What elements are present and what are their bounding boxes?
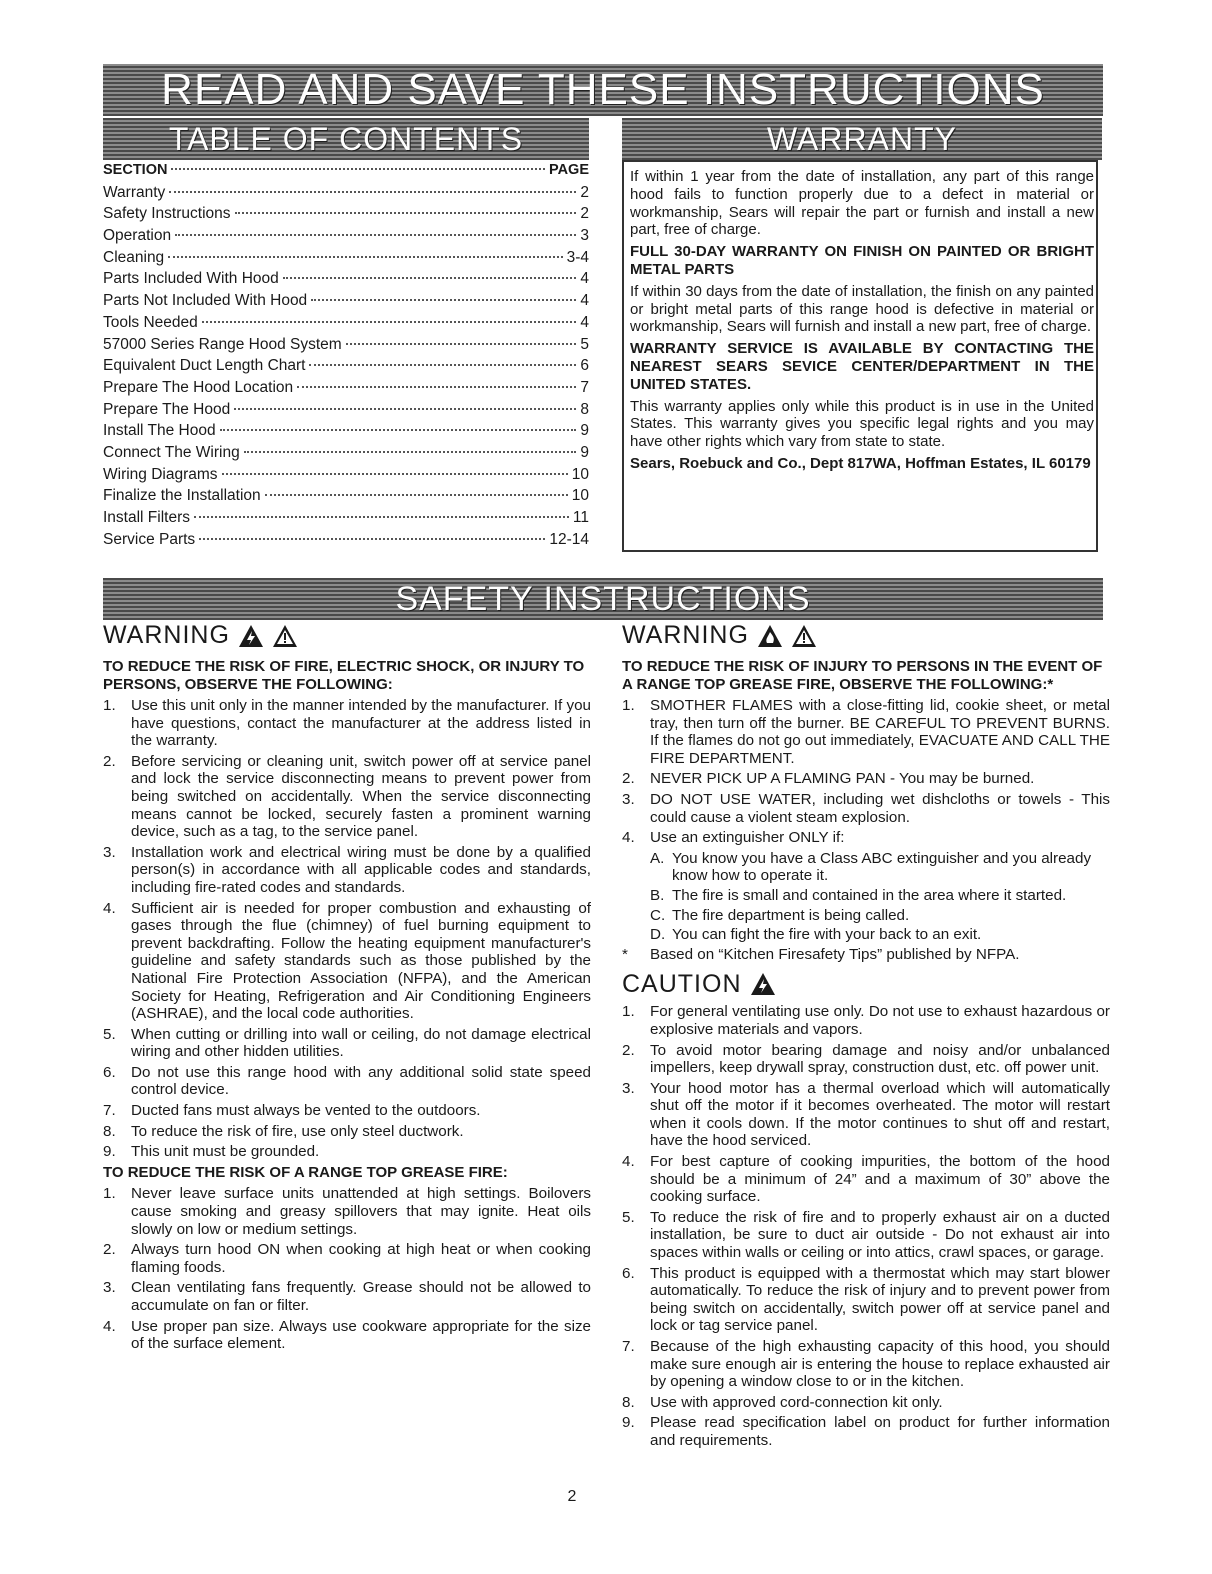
item-number: 2. (103, 752, 116, 770)
warning-label: WARNING (103, 621, 230, 650)
fire-hazard-icon (757, 624, 783, 648)
caution-item (622, 1414, 1110, 1449)
table-of-contents (103, 162, 589, 552)
toc-section-label: SECTION (103, 162, 168, 178)
item-text: For best capture of cooking impurities, the bottom of the hood should be a minimum of 24” and a maximum of 30” above the cooking surface. (650, 1153, 1110, 1206)
item-text: Sufficient air is needed for proper combustion and exhausting of gases through the flue (chimney) of fuel burning equipment to prevent backdrafting. Follow the heating equipment manufacturer's guideline and safety standards such as those published by the National Fire Protection Association (NFPA), and the American Society for Heating, Refrigeration and Air Conditioning Engineers (ASHRAE), and the local code authorities. (131, 899, 591, 1023)
toc-entry (103, 292, 589, 314)
grease-fire-item (103, 1279, 591, 1314)
toc-entry (103, 422, 589, 444)
toc-entry-label: Service Parts (103, 530, 196, 548)
item-number: 3. (622, 1079, 635, 1097)
warning-triangle-icon (272, 624, 298, 648)
toc-entry (103, 314, 589, 336)
item-number: 2. (103, 1241, 116, 1259)
nfpa-footnote (622, 946, 1110, 964)
toc-entry-label: Equivalent Duct Length Chart (103, 357, 306, 375)
toc-entry-label: Connect The Wiring (103, 443, 240, 461)
item-number: 2. (622, 1041, 635, 1059)
item-text: You can fight the fire with your back to an exit. (672, 926, 982, 944)
toc-header-row (103, 162, 589, 184)
item-text: Your hood motor has a thermal overload which will automatically shut off the motor if it becomes overheated. The motor will restart when it cools down. If the motor continues to shut off and restart, have the hood serviced. (650, 1079, 1110, 1150)
shock-hazard-icon (238, 624, 264, 648)
grease-fire-item (103, 1318, 591, 1353)
toc-entry-page: 5 (580, 335, 589, 353)
toc-leader (235, 212, 577, 214)
toc-entry-label: Prepare The Hood Location (103, 378, 294, 396)
toc-entry-label: Safety Instructions (103, 205, 231, 223)
safety-instruction-item (103, 1143, 591, 1161)
grease-fire-item (103, 1241, 591, 1276)
caution-item (622, 1080, 1110, 1150)
toc-page-label: PAGE (548, 162, 589, 178)
item-text: Because of the high exhausting capacity of this hood, you should make sure enough air is entering the house to replace exhausted air by opening a window close to or in the kitchen. (650, 1338, 1110, 1391)
right-warning-list (622, 697, 1110, 847)
caution-item (622, 1394, 1110, 1412)
toc-entries (103, 184, 589, 553)
toc-entry (103, 401, 589, 423)
toc-title-banner: TABLE OF CONTENTS (103, 118, 589, 160)
toc-leader (309, 364, 576, 366)
item-number: C. (650, 906, 666, 924)
toc-leader (311, 299, 576, 301)
toc-entry (103, 357, 589, 379)
toc-entry (103, 444, 589, 466)
caution-item (622, 1265, 1110, 1335)
toc-entry-page: 7 (580, 378, 589, 396)
warranty-box (622, 160, 1098, 552)
toc-entry-label: Cleaning (103, 248, 165, 266)
grease-fire-item (103, 1185, 591, 1238)
item-number: 7. (622, 1338, 635, 1355)
toc-entry-page: 2 (580, 205, 589, 223)
toc-entry-page: 10 (571, 465, 589, 483)
extinguisher-condition-item (650, 926, 1110, 944)
item-text: You know you have a Class ABC extinguisher and you already know how to operate it. (672, 849, 1092, 885)
toc-entry-page: 6 (580, 357, 589, 375)
item-text: Always turn hood ON when cooking at high heat or when cooking flaming foods. (131, 1241, 591, 1276)
toc-leader (265, 494, 568, 496)
toc-entry-page: 2 (580, 183, 589, 201)
item-number: 9. (103, 1143, 116, 1161)
warranty-title-banner: WARRANTY (622, 118, 1102, 160)
grease-fire-list (103, 1185, 591, 1352)
caution-list (622, 1003, 1110, 1449)
right-warning-heading: TO REDUCE THE RISK OF INJURY TO PERSONS IN THE EVENT OF A RANGE TOP GREASE FIRE, OBSERVE THE FOLLOWING:* (622, 658, 1103, 693)
main-title-banner: READ AND SAVE THESE INSTRUCTIONS (103, 64, 1103, 116)
toc-entry (103, 487, 589, 509)
item-number: 1. (622, 1003, 635, 1021)
toc-entry-page: 4 (580, 270, 589, 288)
item-text: Use an extinguisher ONLY if: (650, 829, 845, 847)
item-number: 1. (103, 1185, 116, 1203)
caution-item (622, 1209, 1110, 1262)
toc-leader (202, 321, 577, 323)
warranty-heading-service: WARRANTY SERVICE IS AVAILABLE BY CONTACTING THE NEAREST SEARS SEVICE CENTER/DEPARTMENT IN THE UNITED STATES. (630, 340, 1094, 393)
item-number: 3. (103, 1279, 116, 1297)
toc-entry (103, 227, 589, 249)
item-text: Never leave surface units unattended at high settings. Boilovers cause smoking and greasy spillovers that may ignite. Heat oils slowly on low or medium settings. (131, 1185, 591, 1238)
item-number: 4. (622, 829, 635, 847)
item-text: Please read specification label on product for further information and requirements. (650, 1414, 1110, 1449)
footnote-text: Based on “Kitchen Firesafety Tips” published by NFPA. (650, 945, 1020, 963)
toc-leader (222, 473, 568, 475)
toc-entry-label: Parts Included With Hood (103, 270, 279, 288)
warning-label: WARNING (622, 621, 749, 650)
toc-entry-label: 57000 Series Range Hood System (103, 335, 342, 353)
toc-entry-page: 4 (580, 292, 589, 310)
toc-leader (283, 277, 577, 279)
item-number: 7. (103, 1102, 116, 1120)
item-text: Installation work and electrical wiring must be done by a qualified person(s) in accordance with all applicable codes and standards, including fire-rated codes and standards. (131, 843, 591, 896)
toc-leader (169, 191, 576, 193)
warning-triangle-icon (791, 624, 817, 648)
grease-fire-action-item (622, 791, 1110, 826)
safety-instruction-item (103, 1026, 591, 1061)
safety-title-banner: SAFETY INSTRUCTIONS (103, 578, 1103, 620)
toc-entry-label: Warranty (103, 183, 166, 201)
item-text: Use with approved cord-connection kit only. (650, 1393, 943, 1411)
item-number: 5. (622, 1208, 635, 1226)
toc-entry-label: Operation (103, 227, 172, 245)
item-number: 2. (622, 770, 635, 788)
toc-entry (103, 466, 589, 488)
item-text: Use proper pan size. Always use cookware appropriate for the size of the surface element. (131, 1317, 591, 1353)
toc-entry-label: Parts Not Included With Hood (103, 292, 308, 310)
toc-leader (168, 256, 562, 258)
toc-entry-page: 10 (571, 487, 589, 505)
page-number: 2 (567, 1488, 577, 1505)
item-number: 3. (103, 843, 116, 861)
item-number: 4. (622, 1153, 635, 1171)
item-text: This unit must be grounded. (131, 1143, 320, 1161)
safety-instruction-item (103, 1123, 591, 1141)
item-text: Do not use this range hood with any additional solid state speed control device. (131, 1063, 591, 1099)
item-text: For general ventilating use only. Do not use to exhaust hazardous or explosive materials and vapors. (650, 1003, 1110, 1038)
toc-entry (103, 270, 589, 292)
toc-entry-page: 12-14 (549, 530, 589, 548)
item-text: To reduce the risk of fire, use only steel ductwork. (131, 1122, 464, 1140)
item-number: A. (650, 849, 665, 867)
safety-instruction-item (103, 1102, 591, 1120)
warranty-paragraph-3: This warranty applies only while this product is in use in the United States. This warranty gives you specific legal rights and you may have other rights which vary from state to state. (630, 397, 1094, 451)
item-number: 8. (622, 1393, 635, 1411)
item-number: 9. (622, 1414, 635, 1432)
extinguisher-condition-item (650, 907, 1110, 925)
item-number: B. (650, 886, 665, 904)
shock-hazard-icon (750, 972, 776, 996)
toc-entry (103, 184, 589, 206)
toc-entry-page: 3-4 (566, 248, 589, 266)
caution-item (622, 1003, 1110, 1038)
item-number: 3. (622, 790, 635, 808)
right-safety-column (622, 620, 1110, 1453)
item-text: To reduce the risk of fire and to properly exhaust air on a ducted installation, be sure to duct air outside - Do not exhaust air into spaces within walls or ceiling or into attics, crawl spaces, or garage. (650, 1208, 1110, 1262)
grease-fire-heading: TO REDUCE THE RISK OF A RANGE TOP GREASE FIRE: (103, 1163, 508, 1181)
warranty-paragraph-1: If within 1 year from the date of installation, any part of this range hood fails to function properly due to a defect in material or workmanship, Sears will repair the part or furnish and install a new part, free of charge. (630, 168, 1094, 239)
safety-instruction-item (103, 697, 591, 750)
left-warning-title (103, 620, 591, 652)
right-warning-title (622, 620, 1110, 652)
item-number: 6. (103, 1063, 116, 1081)
toc-leader (171, 168, 545, 170)
toc-entry (103, 531, 589, 553)
item-text: This product is equipped with a thermostat which may start blower automatically. To reduce the risk of injury and to prevent power from being switch on accidentally, switch power off at service panel and lock or tag service panel. (650, 1264, 1110, 1335)
toc-entry-page: 4 (580, 313, 589, 331)
toc-entry-label: Wiring Diagrams (103, 465, 218, 483)
left-safety-column (103, 620, 591, 1356)
item-text: Clean ventilating fans frequently. Grease should not be allowed to accumulate on fan or filter. (131, 1279, 591, 1314)
item-text: When cutting or drilling into wall or ceiling, do not damage electrical wiring and other hidden utilities. (131, 1025, 591, 1061)
safety-instruction-item (103, 844, 591, 897)
extinguisher-condition-item (650, 850, 1110, 885)
toc-entry-label: Tools Needed (103, 313, 198, 331)
toc-entry (103, 205, 589, 227)
toc-leader (220, 429, 577, 431)
item-text: DO NOT USE WATER, including wet dishcloths or towels - This could cause a violent steam explosion. (650, 790, 1110, 826)
warranty-address: Sears, Roebuck and Co., Dept 817WA, Hoffman Estates, IL 60179 (630, 454, 1091, 472)
toc-entry-page: 9 (580, 443, 589, 461)
toc-leader (194, 516, 569, 518)
toc-entry-label: Install The Hood (103, 422, 216, 440)
toc-entry-label: Finalize the Installation (103, 487, 261, 505)
left-warning-list (103, 697, 591, 1161)
toc-entry (103, 336, 589, 358)
warranty-paragraph-2: If within 30 days from the date of installation, the finish on any painted or bright metal parts of this range hood is defective in material or workmanship, Sears will furnish and install a new part, free of charge. (630, 282, 1094, 336)
item-text: NEVER PICK UP A FLAMING PAN - You may be burned. (650, 770, 1035, 788)
toc-leader (244, 451, 577, 453)
footnote-mark: * (622, 945, 628, 963)
grease-fire-action-item (622, 770, 1110, 788)
caution-item (622, 1153, 1110, 1206)
toc-leader (234, 408, 576, 410)
toc-entry-label: Prepare The Hood (103, 400, 231, 418)
warranty-heading-finish: FULL 30-DAY WARRANTY ON FINISH ON PAINTED OR BRIGHT METAL PARTS (630, 243, 1094, 278)
extinguisher-condition-item (650, 887, 1110, 905)
toc-entry-label: Install Filters (103, 509, 190, 526)
item-number: D. (650, 926, 666, 944)
safety-instruction-item (103, 900, 591, 1023)
item-text: SMOTHER FLAMES with a close-fitting lid, cookie sheet, or metal tray, then turn off the burner. BE CAREFUL TO PREVENT BURNS. If the flames do not go out immediately, EVACUATE AND CALL THE FIRE DEPARTMENT. (650, 697, 1110, 767)
grease-fire-action-item (622, 697, 1110, 767)
toc-entry (103, 249, 589, 271)
safety-instruction-item (103, 1064, 591, 1099)
item-text: Ducted fans must always be vented to the outdoors. (131, 1102, 481, 1120)
safety-instruction-item (103, 753, 591, 841)
item-text: Before servicing or cleaning unit, switch power off at service panel and lock the service disconnecting means to prevent power from being switched on accidentally. When the service disconnecting means cannot be locked, securely fasten a prominent warning device, such as a tag, to the service panel. (131, 752, 591, 841)
toc-entry-page: 8 (580, 400, 589, 418)
item-text: Use this unit only in the manner intended by the manufacturer. If you have questions, contact the manufacturer at the address listed in the warranty. (131, 697, 591, 750)
toc-leader (346, 343, 577, 345)
item-text: The fire department is being called. (672, 906, 910, 924)
caution-item (622, 1338, 1110, 1391)
toc-entry-page: 9 (580, 422, 589, 440)
toc-entry (103, 379, 589, 401)
item-number: 8. (103, 1122, 116, 1140)
item-number: 5. (103, 1025, 116, 1043)
caution-label: CAUTION (622, 969, 742, 998)
item-text: The fire is small and contained in the area where it started. (672, 886, 1067, 904)
toc-leader (297, 386, 576, 388)
toc-leader (199, 538, 545, 540)
caution-item (622, 1042, 1110, 1077)
toc-entry-page: 11 (572, 509, 589, 526)
grease-fire-action-item (622, 829, 1110, 847)
item-number: 1. (622, 697, 635, 714)
toc-leader (175, 234, 576, 236)
item-number: 4. (103, 899, 116, 917)
item-number: 4. (103, 1317, 116, 1335)
caution-title (622, 969, 1110, 999)
toc-entry (103, 509, 589, 531)
left-warning-heading: TO REDUCE THE RISK OF FIRE, ELECTRIC SHOCK, OR INJURY TO PERSONS, OBSERVE THE FOLLOWING: (103, 658, 585, 693)
item-text: To avoid motor bearing damage and noisy and/or unbalanced impellers, keep drywall spray, construction dust, etc. off power unit. (650, 1041, 1110, 1077)
item-number: 1. (103, 697, 116, 714)
extinguisher-conditions-list (650, 850, 1110, 944)
item-number: 6. (622, 1264, 635, 1282)
toc-entry-page: 3 (580, 227, 589, 245)
